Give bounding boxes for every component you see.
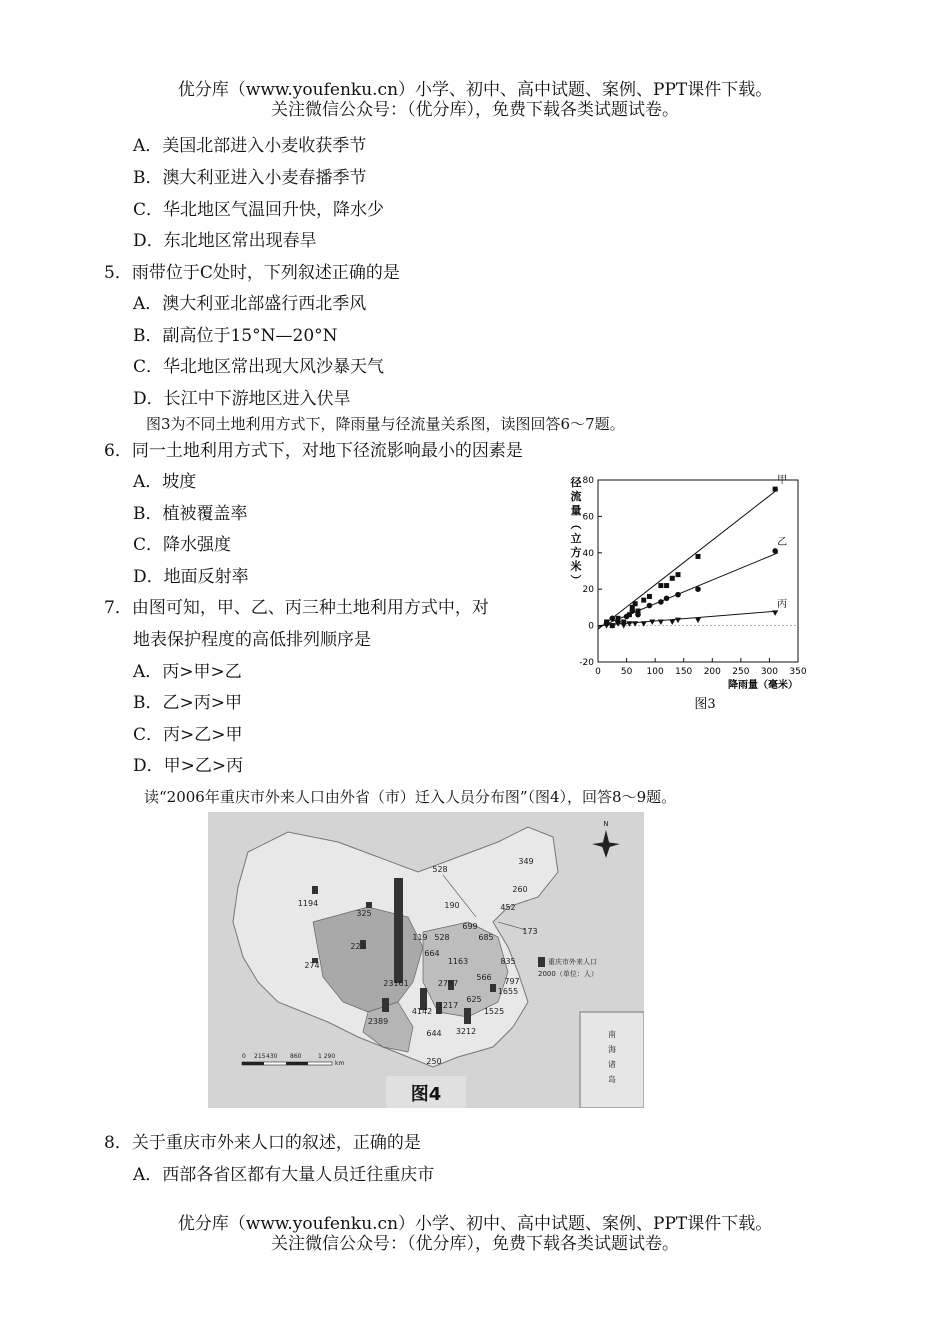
bar-gansu bbox=[366, 902, 372, 908]
q4-option-a: A．美国北部进入小麦收获季节 bbox=[133, 136, 367, 156]
point-jia bbox=[696, 554, 701, 559]
q5-stem: 5．雨带位于C处时，下列叙述正确的是 bbox=[104, 263, 400, 283]
y-label-char: 量 bbox=[570, 504, 582, 517]
series-label: 甲 bbox=[777, 475, 788, 487]
nanhai-label-4: 岛 bbox=[608, 1075, 616, 1084]
fig3-intro: 图3为不同土地利用方式下，降雨量与径流量关系图，读图回答6～7题。 bbox=[146, 415, 625, 433]
q7-stem-line-2: 地表保护程度的高低排列顺序是 bbox=[133, 630, 371, 650]
y-label-char: 米 bbox=[570, 560, 582, 573]
q4-option-c: C．华北地区气温回升快，降水少 bbox=[133, 200, 385, 220]
point-yi bbox=[624, 614, 630, 620]
map-value-label: 1194 bbox=[297, 899, 319, 908]
header-line-2: 关注微信公众号：（优分库），免费下载各类试题试卷。 bbox=[271, 100, 679, 120]
nanhai-label-3: 诸 bbox=[608, 1060, 616, 1069]
map-value-label: 3212 bbox=[455, 1027, 477, 1036]
point-bing bbox=[669, 619, 675, 625]
map-value-label: 221 bbox=[350, 942, 366, 951]
x-tick-label: 0 bbox=[595, 667, 601, 677]
svg-text:430: 430 bbox=[266, 1053, 278, 1060]
point-jia bbox=[670, 576, 675, 581]
x-tick-label: 150 bbox=[675, 667, 693, 677]
footer-line-2: 关注微信公众号：（优分库），免费下载各类试题试卷。 bbox=[271, 1234, 679, 1254]
q7-stem-line-1: 7．由图可知，甲、乙、丙三种土地利用方式中，对 bbox=[104, 598, 489, 618]
q4-option-b: B．澳大利亚进入小麦春播季节 bbox=[133, 168, 367, 188]
bar-guangdong bbox=[464, 1008, 471, 1024]
map-value-label: 1525 bbox=[483, 1007, 505, 1016]
map-value-label: 452 bbox=[500, 903, 516, 912]
legend-value: 2000（单位：人） bbox=[538, 970, 598, 978]
x-tick-label: 300 bbox=[760, 667, 779, 677]
y-label-char: 流 bbox=[570, 490, 582, 503]
point-yi bbox=[609, 616, 615, 622]
map-value-label: 528 bbox=[434, 933, 450, 942]
x-tick-label: 200 bbox=[703, 667, 721, 677]
map-value-label: 260 bbox=[512, 885, 528, 894]
map-value-label: 566 bbox=[476, 973, 492, 982]
legend-bar bbox=[538, 957, 545, 967]
svg-text:km: km bbox=[335, 1060, 345, 1067]
q8-option-a: A．西部各省区都有大量人员迁往重庆市 bbox=[133, 1165, 435, 1185]
legend-text: 重庆市外来人口 bbox=[548, 958, 597, 966]
fig3-chart bbox=[560, 470, 820, 720]
point-yi bbox=[664, 596, 670, 602]
point-bing bbox=[626, 621, 632, 627]
map-value-label: 797 bbox=[504, 977, 520, 986]
x-tick-label: 250 bbox=[732, 667, 750, 677]
bar-yunnan bbox=[382, 998, 389, 1012]
y-label-char: 立 bbox=[570, 532, 582, 545]
map-value-label: 23161 bbox=[383, 979, 409, 988]
y-tick-label: 60 bbox=[582, 512, 594, 523]
point-jia bbox=[647, 594, 652, 599]
bar-jiangxi bbox=[490, 984, 496, 992]
map-value-label: 835 bbox=[500, 957, 516, 966]
bar-xinjiang bbox=[312, 886, 318, 894]
y-label-char: 径 bbox=[570, 476, 582, 489]
q8-stem: 8．关于重庆市外来人口的叙述，正确的是 bbox=[104, 1133, 421, 1153]
map-value-label: 664 bbox=[424, 949, 440, 958]
y-label-char: ︵ bbox=[570, 518, 582, 531]
map-value-label: 173 bbox=[522, 927, 538, 936]
point-bing bbox=[695, 618, 701, 624]
svg-text:215: 215 bbox=[254, 1053, 266, 1060]
y-tick-label: 20 bbox=[582, 585, 594, 596]
fig4-title: 图4 bbox=[410, 1084, 442, 1105]
y-tick-label: 40 bbox=[582, 548, 594, 559]
q5-option-b: B．副高位于15°N—20°N bbox=[133, 326, 338, 346]
q4-option-d: D．东北地区常出现春旱 bbox=[133, 231, 317, 251]
map-value-label: 685 bbox=[478, 933, 494, 942]
chongqing-bar bbox=[394, 878, 403, 983]
point-bing bbox=[604, 623, 610, 629]
fig4-map bbox=[208, 812, 644, 1108]
map-value-label: 644 bbox=[426, 1029, 442, 1038]
point-bing bbox=[658, 619, 664, 625]
chart-x-axis-label: 降雨量（毫米） bbox=[728, 680, 798, 691]
point-yi bbox=[675, 592, 681, 598]
point-bing bbox=[649, 619, 655, 625]
q6-option-d: D．地面反射率 bbox=[133, 567, 249, 587]
map-value-label: 274 bbox=[304, 961, 320, 970]
map-value-label: 1655 bbox=[497, 987, 519, 996]
point-jia bbox=[658, 583, 663, 588]
point-yi bbox=[658, 599, 664, 605]
point-bing bbox=[621, 623, 627, 629]
q5-option-d: D．长江中下游地区进入伏旱 bbox=[133, 389, 351, 409]
fig3-caption: 图3 bbox=[694, 697, 716, 712]
point-yi bbox=[772, 548, 778, 554]
map-value-label: 2389 bbox=[367, 1017, 389, 1026]
map-value-label: 699 bbox=[462, 922, 478, 931]
y-tick-label: -20 bbox=[579, 658, 594, 668]
map-value-label: 2767 bbox=[437, 979, 459, 988]
chart-plot-frame bbox=[598, 480, 798, 662]
point-jia bbox=[773, 487, 778, 492]
y-label-char: ︶ bbox=[570, 574, 582, 587]
q6-option-c: C．降水强度 bbox=[133, 535, 232, 555]
y-tick-label: 80 bbox=[582, 476, 594, 486]
nanhai-label-2: 海 bbox=[608, 1045, 616, 1054]
q5-option-a: A．澳大利亚北部盛行西北季风 bbox=[133, 294, 367, 314]
x-tick-label: 350 bbox=[789, 667, 807, 677]
q7-option-c: C．丙>乙>甲 bbox=[133, 725, 243, 745]
svg-text:1 290: 1 290 bbox=[318, 1053, 336, 1060]
chart-y-axis-label bbox=[570, 475, 582, 587]
q6-stem: 6．同一土地利用方式下，对地下径流影响最小的因素是 bbox=[104, 441, 523, 461]
map-value-label: 1217 bbox=[437, 1001, 459, 1010]
svg-text:N: N bbox=[603, 820, 609, 828]
q7-option-a: A．丙>甲>乙 bbox=[133, 662, 242, 682]
q5-option-c: C．华北地区常出现大风沙暴天气 bbox=[133, 357, 385, 377]
map-value-label: 349 bbox=[518, 857, 534, 866]
nanhai-label-1: 南 bbox=[608, 1030, 616, 1039]
point-jia bbox=[664, 583, 669, 588]
map-svg bbox=[208, 812, 644, 1108]
map-value-label: 119 bbox=[412, 933, 428, 942]
point-bing bbox=[641, 621, 647, 627]
svg-text:860: 860 bbox=[290, 1053, 302, 1060]
q7-option-b: B．乙>丙>甲 bbox=[133, 693, 242, 713]
q6-option-b: B．植被覆盖率 bbox=[133, 504, 248, 524]
map-value-label: 190 bbox=[444, 901, 460, 910]
point-bing bbox=[675, 618, 681, 624]
map-value-label: 250 bbox=[426, 1057, 442, 1066]
map-value-label: 4142 bbox=[411, 1007, 433, 1016]
x-tick-label: 50 bbox=[620, 667, 633, 677]
x-tick-label: 100 bbox=[646, 667, 664, 677]
point-jia bbox=[676, 572, 681, 577]
point-yi bbox=[629, 608, 635, 614]
series-label: 乙 bbox=[777, 536, 788, 548]
point-yi bbox=[647, 603, 653, 609]
map-value-label: 625 bbox=[466, 995, 482, 1004]
fit-line-square bbox=[598, 489, 778, 629]
map-value-label: 528 bbox=[432, 865, 448, 874]
q6-option-a: A．坡度 bbox=[133, 472, 197, 492]
svg-text:0: 0 bbox=[242, 1053, 246, 1060]
map-value-label: 1163 bbox=[447, 957, 469, 966]
series-label: 丙 bbox=[777, 598, 788, 610]
y-tick-label: 0 bbox=[588, 621, 594, 632]
footer-line-1: 优分库（www.youfenku.cn）小学、初中、高中试题、案例、PPT课件下载。 bbox=[177, 1214, 773, 1234]
q7-option-d: D．甲>乙>丙 bbox=[133, 756, 244, 776]
map-value-label: 325 bbox=[356, 909, 372, 918]
point-yi bbox=[635, 612, 641, 618]
y-label-char: 方 bbox=[570, 546, 582, 559]
point-yi bbox=[695, 586, 701, 592]
point-bing bbox=[632, 621, 638, 627]
point-jia bbox=[633, 601, 638, 606]
point-jia bbox=[641, 598, 646, 603]
point-bing bbox=[772, 610, 778, 616]
header-line-1: 优分库（www.youfenku.cn）小学、初中、高中试题、案例、PPT课件下载。 bbox=[177, 80, 773, 100]
fig4-intro: 读“2006年重庆市外来人口由外省（市）迁入人员分布图”（图4），回答8～9题。 bbox=[144, 788, 677, 806]
